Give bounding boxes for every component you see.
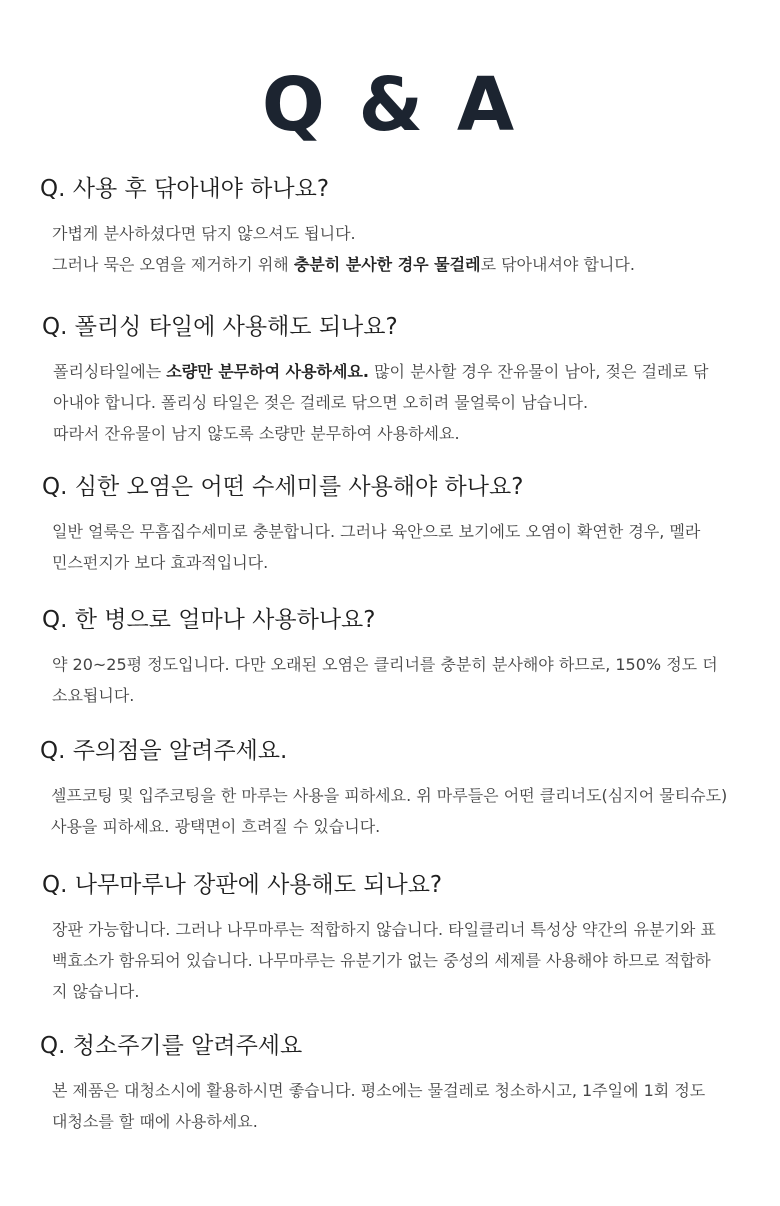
qa-item: [0, 472, 780, 578]
qa-item: [0, 736, 780, 842]
answer: [0, 218, 752, 280]
question: Q. 주의점을 알려주세요.: [40, 738, 288, 764]
answer-line: 셀프코팅 및 입주코팅을 한 마루는 사용을 피하세요. 위 마루들은 어떤 클리너도(심지어 물티슈도): [51, 786, 728, 805]
page-title: Q & A: [261, 62, 519, 148]
question: Q. 나무마루나 장판에 사용해도 되나요?: [42, 872, 443, 898]
answer-line: 본 제품은 대청소시에 활용하시면 좋습니다. 평소에는 물걸레로 청소하시고, 1주일에 1회 정도: [52, 1081, 706, 1100]
answer-line: 지 않습니다.: [52, 982, 140, 1001]
qa-item: [0, 870, 780, 1007]
qa-item: [0, 1031, 780, 1137]
answer-text: 로 닦아내셔야 합니다.: [480, 255, 635, 274]
answer-line: 대청소를 할 때에 사용하세요.: [52, 1112, 258, 1131]
answer-line: [52, 249, 752, 280]
answer-line: 아내야 합니다. 폴리싱 타일은 젖은 걸레로 닦으면 오히려 물얼룩이 남습니다.: [53, 393, 589, 412]
qa-item: [0, 605, 780, 711]
answer: [0, 1075, 752, 1137]
answer-line: 가볍게 분사하셨다면 닦지 않으셔도 됩니다.: [52, 224, 356, 243]
answer-line: 민스펀지가 보다 효과적입니다.: [52, 553, 269, 572]
answer: [0, 649, 752, 711]
answer-line: 따라서 잔유물이 남지 않도록 소량만 분무하여 사용하세요.: [53, 424, 460, 443]
answer-emphasis: 소량만 분무하여 사용하세요.: [166, 362, 369, 381]
answer-line: 소요됩니다.: [52, 686, 135, 705]
answer-line: 사용을 피하세요. 광택면이 흐려질 수 있습니다.: [51, 817, 381, 836]
answer-line: 백효소가 함유되어 있습니다. 나무마루는 유분기가 없는 중성의 세제를 사용해야 하므로 적합하: [52, 951, 711, 970]
answer: [0, 356, 753, 449]
answer-line: 일반 얼룩은 무흠집수세미로 충분합니다. 그러나 육안으로 보기에도 오염이 확연한 경우, 멜라: [52, 522, 701, 541]
answer-line: [53, 356, 753, 387]
question: Q. 청소주기를 알려주세요: [40, 1033, 303, 1059]
qa-item: [0, 312, 780, 449]
answer-text: 많이 분사할 경우 잔유물이 남아, 젖은 걸레로 닦: [368, 362, 709, 381]
question: Q. 사용 후 닦아내야 하나요?: [40, 176, 330, 202]
answer: [0, 780, 751, 842]
question: Q. 한 병으로 얼마나 사용하나요?: [42, 607, 376, 633]
answer-emphasis: 충분히 분사한 경우 물걸레: [293, 255, 481, 274]
answer-text: 폴리싱타일에는: [53, 362, 167, 381]
answer-line: 약 20~25평 정도입니다. 다만 오래된 오염은 클리너를 충분히 분사해야 하므로, 150% 정도 더: [52, 655, 718, 674]
answer-line: 장판 가능합니다. 그러나 나무마루는 적합하지 않습니다. 타일클리너 특성상 약간의 유분기와 표: [52, 920, 716, 939]
answer-text: 그러나 묵은 오염을 제거하기 위해: [52, 255, 294, 274]
answer: [0, 914, 752, 1007]
question: Q. 폴리싱 타일에 사용해도 되나요?: [42, 314, 398, 340]
qa-item: [0, 174, 780, 280]
answer: [0, 516, 752, 578]
question: Q. 심한 오염은 어떤 수세미를 사용해야 하나요?: [42, 474, 524, 500]
